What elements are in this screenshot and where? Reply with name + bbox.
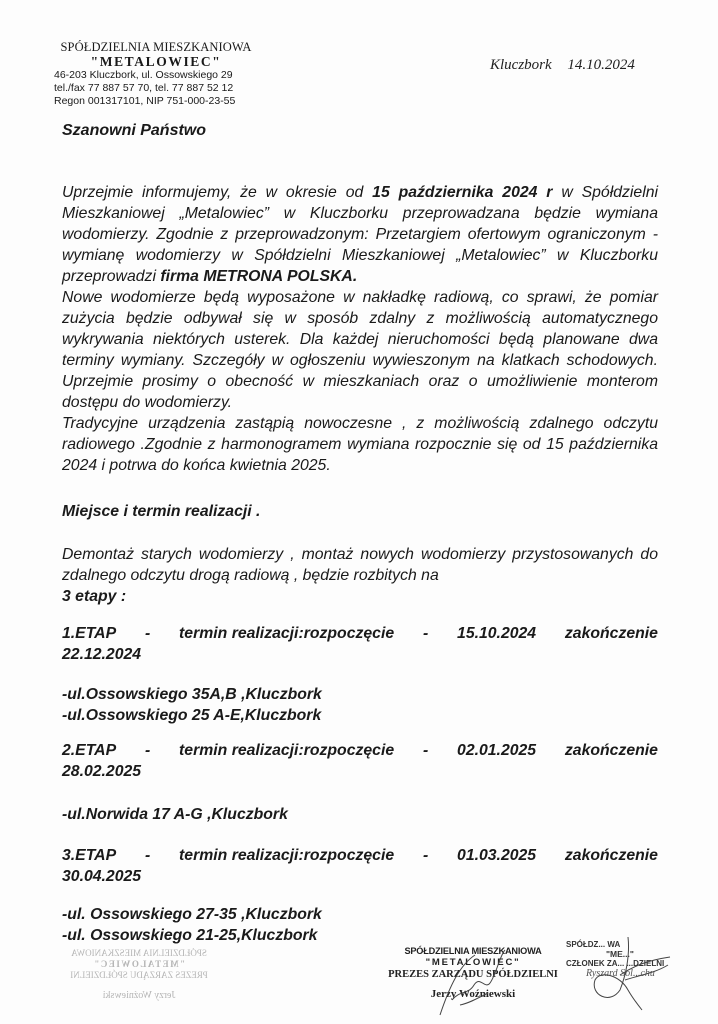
cooperative-name: SPÓŁDZIELNIA MIESZKANIOWA xyxy=(60,40,252,54)
stage-term: termin realizacji:rozpoczęcie xyxy=(179,625,395,642)
stamp-line: "METALOWIEC" xyxy=(92,959,186,969)
cooperative-ids: Regon 001317101, NIP 751-000-23-55 xyxy=(54,95,236,107)
dateline-place: Kluczbork xyxy=(490,57,552,73)
p1-start-date: 15 października 2024 r xyxy=(372,184,553,201)
dateline-date: 14.10.2024 xyxy=(567,57,635,73)
stage-start: 01.03.2025 xyxy=(457,847,537,864)
board-member-signature-icon xyxy=(580,935,690,1015)
section-intro-stages-count: 3 etapy : xyxy=(62,588,127,605)
president-signature-icon xyxy=(430,945,520,1020)
stamp-line: SPÓŁDZIELNIA MIESZKANIOWA xyxy=(71,948,207,958)
stage-start: 15.10.2024 xyxy=(457,625,537,642)
stamp-line: "METALOWIEC" xyxy=(425,957,521,968)
stage-term: termin realizacji:rozpoczęcie xyxy=(179,742,395,759)
stage-end-label: zakończenie xyxy=(564,847,658,864)
stage-2 xyxy=(62,740,658,782)
stage-end: 28.02.2025 xyxy=(62,763,142,780)
stage-dash: - xyxy=(422,847,429,864)
stage-end-label: zakończenie xyxy=(564,625,658,642)
section-intro xyxy=(62,544,658,607)
stage-label: 1.ETAP xyxy=(62,625,117,642)
p1-text-a: Uprzejmie informujemy, że w okresie od xyxy=(62,184,373,201)
stamp-line: CZŁONEK ZA... ...DZIELNI xyxy=(566,959,665,968)
paragraph-2: Nowe wodomierze będą wyposażone w nakładkę radiową, co sprawi, że pomiar zużycia będzie odbywał się w sposób zdalny z możliwością automatycznego wykrywania niektórych usterek. Dla każdej nieruchomości będą planowane dwa terminy wymiany. Szczegóły w ogłoszeniu wywieszonym na klatkach schodowych. Uprzejmie prosimy o obecność w mieszkaniach oraz o umożliwienie monterom dostępu do wodomierzy. xyxy=(62,289,658,411)
letter-body xyxy=(62,182,658,476)
stage-end-label: zakończenie xyxy=(564,742,658,759)
letterhead xyxy=(46,40,266,108)
stage-1-address-2: -ul.Ossowskiego 25 A-E,Kluczbork xyxy=(62,707,322,724)
stage-term: termin realizacji:rozpoczęcie xyxy=(179,847,395,864)
stage-label: 3.ETAP xyxy=(62,847,117,864)
stage-end: 30.04.2025 xyxy=(62,868,142,885)
stamp-line: PREZES ZARZĄDU SPÓŁDZIELNI xyxy=(70,970,208,980)
stage-1 xyxy=(62,623,658,665)
cooperative-brand: "METALOWIEC" xyxy=(90,54,222,69)
stamp-signatory: Jerzy Woźniewski xyxy=(430,988,516,1000)
stage-end: 22.12.2024 xyxy=(62,646,142,663)
stamp-line: Jerzy Woźniewski xyxy=(102,990,176,1001)
section-title: Miejsce i termin realizacji . xyxy=(62,503,261,520)
stage-3-address-2: -ul. Ossowskiego 21-25,Kluczbork xyxy=(62,927,318,944)
paragraph-3: Tradycyjne urządzenia zastąpią nowoczesne , z możliwością zdalnego odczytu radiowego .Zgodnie z harmonogramem wymiana rozpocznie się od 15 października 2024 i potrwa do końca kwietnia 2025. xyxy=(62,415,658,474)
p1-contractor: firma METRONA POLSKA. xyxy=(160,268,358,285)
stage-dash: - xyxy=(144,625,151,642)
stamp-line: SPÓŁDZ... WA xyxy=(566,940,621,949)
cooperative-address: 46-203 Kluczbork, ul. Ossowskiego 29 xyxy=(54,69,233,81)
stamp-signatory: Ryszard Sol...chu xyxy=(586,968,655,979)
stage-dash: - xyxy=(144,742,151,759)
stage-dash: - xyxy=(144,847,151,864)
paragraph-1 xyxy=(62,182,658,287)
stage-dash: - xyxy=(422,625,429,642)
section-intro-text: Demontaż starych wodomierzy , montaż nowych wodomierzy przystosowanych do zdalnego odczytu drogą radiową , będzie rozbitych na xyxy=(62,546,658,584)
stamp-line: PREZES ZARZĄDU SPÓŁDZIELNI xyxy=(388,969,558,980)
dateline xyxy=(490,57,635,74)
stage-start: 02.01.2025 xyxy=(457,742,537,759)
faded-stamp-bleedthrough xyxy=(34,948,244,1001)
greeting: Szanowni Państwo xyxy=(62,122,207,139)
stage-3-address-1: -ul. Ossowskiego 27-35 ,Kluczbork xyxy=(62,906,322,923)
stage-dash: - xyxy=(422,742,429,759)
stage-3 xyxy=(62,845,658,887)
stamp-line: SPÓŁDZIELNIA MIESZKANIOWA xyxy=(404,946,542,956)
stage-2-address-1: -ul.Norwida 17 A-G ,Kluczbork xyxy=(62,806,288,823)
p1-text-c: w Spółdzielni Mieszkaniowej „Metalowiec” w Kluczborku przeprowadzana będzie wymiana wodomierzy. Zgodnie z przeprowadzonym: Przetargiem ofertowym ograniczonym -wymianę wodomierzy w Spółdzielni Mieszkaniowej „Metalowiec” w Kluczborku przeprowadzi xyxy=(62,184,659,285)
stamp-line: "ME..." xyxy=(606,949,634,959)
stage-label: 2.ETAP xyxy=(62,742,117,759)
cooperative-phones: tel./fax 77 887 57 70, tel. 77 887 52 12 xyxy=(54,82,234,94)
stage-1-address-1: -ul.Ossowskiego 35A,B ,Kluczbork xyxy=(62,686,322,703)
